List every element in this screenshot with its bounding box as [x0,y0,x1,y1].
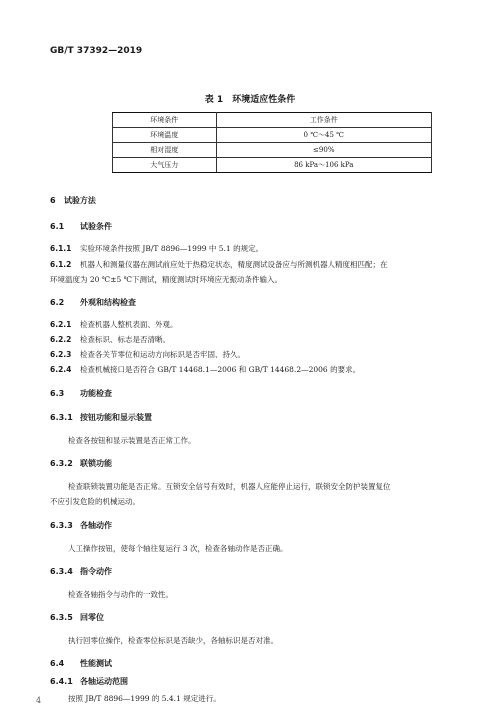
section-title: 联锁功能 [80,459,112,468]
clause [50,259,388,270]
clause-number: 6.2.1 [50,320,72,329]
section-heading [50,221,112,232]
section-heading [50,195,96,206]
table-cell: 大气压力 [113,158,217,173]
clause-text: 检查各关节零位和运动方向标识是否牢固、持久。 [80,350,245,359]
table-header-cell: 环境条件 [113,113,217,128]
section-number: 6.3 [50,389,65,398]
section-title: 各轴运动范围 [80,677,128,686]
section-number: 6.1 [50,222,65,231]
environment-table [112,112,432,173]
clause-number: 6.1.2 [50,260,72,269]
section-title: 指令动作 [80,567,112,576]
table-cell: 环境温度 [113,128,217,143]
section-heading [50,297,136,308]
clause-text: 实验环境条件按照 JB/T 8896—1999 中 5.1 的规定。 [80,244,264,253]
table-cell: ≤90% [216,143,431,158]
section-number: 6 [50,196,56,205]
clause-text: 执行回零位操作，检查零位标识是否缺少，各轴标识是否对准。 [68,636,278,645]
subsection-heading [50,412,152,423]
section-title: 性能测试 [80,659,112,668]
subsection-heading [50,458,112,469]
section-number: 6.3.4 [50,567,73,576]
subsection-heading [50,566,112,577]
subsection-heading [50,520,112,531]
table-header-cell: 工作条件 [216,113,431,128]
clause-number: 6.1.1 [50,244,72,253]
table-row [113,158,432,173]
clause-text: 检查标识、标志是否清晰。 [80,335,170,344]
section-title: 按钮功能和显示装置 [80,413,152,422]
clause-text: 检查机器人整机表面、外观。 [80,320,178,329]
section-heading [50,388,112,399]
clause [50,349,245,360]
section-title: 回零位 [80,613,104,622]
subsection-heading [50,676,128,687]
section-number: 6.3.3 [50,521,73,530]
clause-text: 人工操作按钮，使每个轴往复运行 3 次，检查各轴动作是否正确。 [68,544,288,553]
section-title: 功能检查 [80,389,112,398]
section-heading [50,658,112,669]
clause-text: 机器人和测量仪器在测试前应处于热稳定状态，精度测试设备应与所测机器人精度相匹配；在 [80,260,388,269]
table-cell: 86 kPa～106 kPa [216,158,431,173]
subsection-heading [50,612,104,623]
clause-number: 6.2.2 [50,335,72,344]
clause [50,364,360,375]
table-cell: 0 ℃～45 ℃ [216,128,431,143]
table-row [113,143,432,158]
document-code: GB/T 37392—2019 [50,46,143,56]
section-number: 6.2 [50,298,65,307]
section-title: 各轴动作 [80,521,112,530]
clause-text: 检查联锁装置功能是否正常。互锁安全信号有效时，机器人应能停止运行，联锁安全防护装置复位 [68,482,391,491]
clause [50,243,263,254]
clause-text: 检查各按钮和显示装置是否正常工作。 [68,436,196,445]
section-number: 6.3.5 [50,613,73,622]
section-number: 6.3.1 [50,413,73,422]
section-number: 6.4.1 [50,677,73,686]
clause [50,319,178,330]
table-header-row [113,113,432,128]
clause-number: 6.2.4 [50,365,72,374]
section-title: 试验条件 [80,222,112,231]
section-number: 6.3.2 [50,459,73,468]
clause-text: 按照 JB/T 8896—1999 的 5.4.1 规定进行。 [68,694,221,703]
section-title: 试验方法 [63,196,96,205]
clause-number: 6.2.3 [50,350,72,359]
clause-text: 检查各轴指令与动作的一致性。 [68,590,173,599]
page-number: 4 [36,696,42,705]
section-number: 6.4 [50,659,65,668]
table-cell: 相对湿度 [113,143,217,158]
table-title: 表 1 环境适应性条件 [204,95,296,105]
clause [50,334,170,345]
section-title: 外观和结构检查 [80,298,136,307]
clause-continuation: 不应引发危险的机械运动。 [50,497,140,506]
clause-continuation: 环境温度为 20 ℃±5 ℃下测试，精度测试时环境应无振动条件输入。 [50,275,283,284]
table-row [113,128,432,143]
clause-text: 检查机械接口是否符合 GB/T 14468.1—2006 和 GB/T 14468.2—2006 的要求。 [80,365,361,374]
